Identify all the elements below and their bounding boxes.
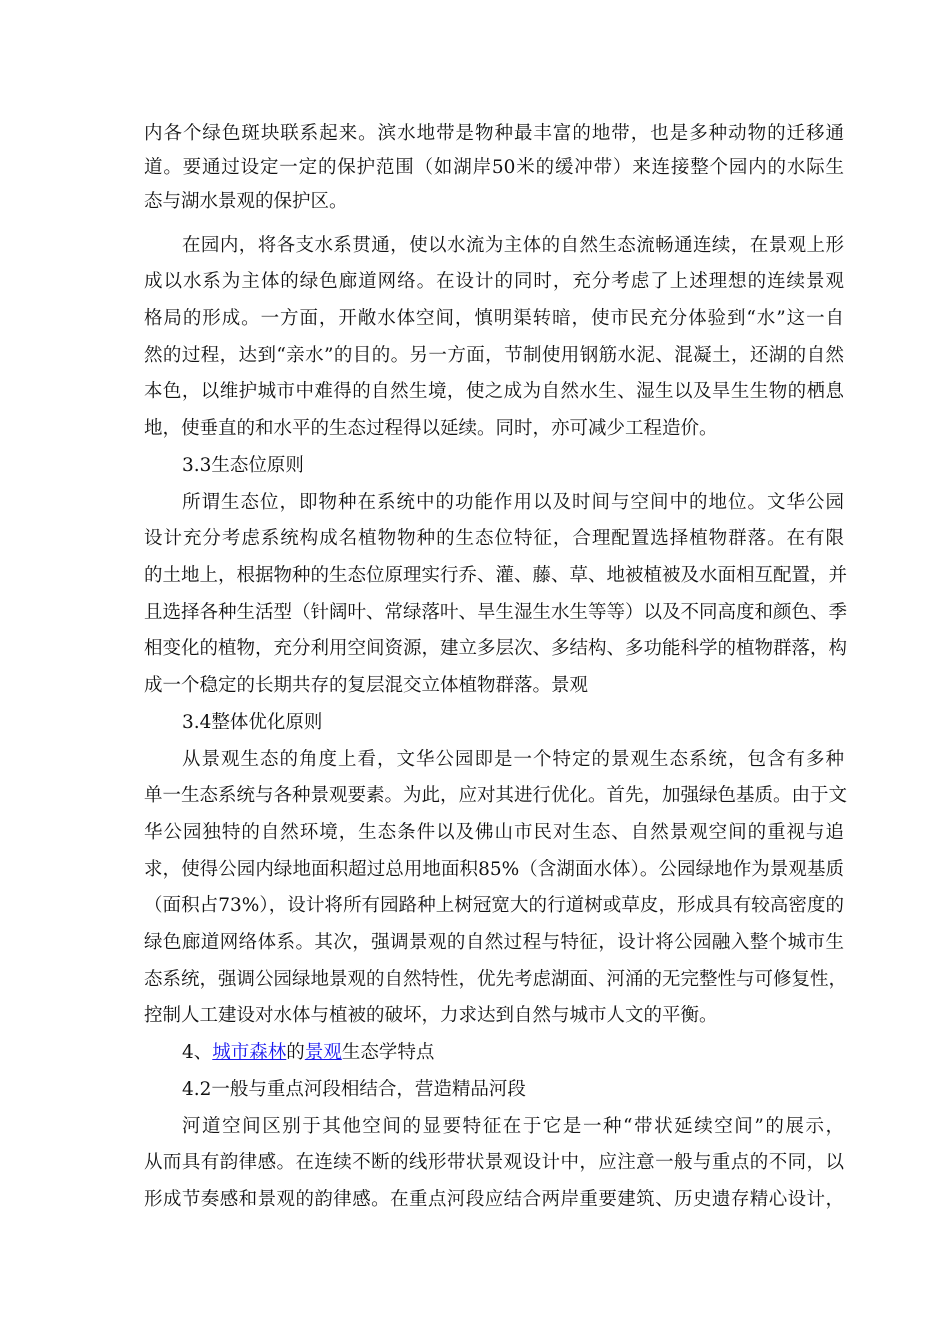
paragraph-line: 且选择各种生活型（针阔叶、常绿落叶、旱生湿生水生等等）以及不同高度和颜色、季 [144, 602, 848, 623]
paragraph-line: 格局的形成。一方面，开敞水体空间，慎明渠转暗，使市民充分体验到“水”这一自 [144, 308, 844, 329]
paragraph-line: 所谓生态位，即物种在系统中的功能作用以及时间与空间中的地位。文华公园 [182, 492, 844, 513]
heading-mid: 的 [286, 1042, 305, 1063]
link-landscape[interactable]: 景观 [304, 1042, 342, 1063]
paragraph-line: 单一生态系统与各种景观要素。为此，应对其进行优化。首先，加强绿色基质。由于文 [144, 785, 848, 806]
paragraph-line: 内各个绿色斑块联系起来。滨水地带是物种最丰富的地带，也是多种动物的迁移通 [144, 123, 844, 144]
section-heading-3-4: 3.4整体优化原则 [182, 712, 323, 733]
paragraph-line: 从而具有韵律感。在连续不断的线形带状景观设计中，应注意一般与重点的不同，以 [144, 1152, 844, 1173]
paragraph-line: 态与湖水景观的保护区。 [144, 191, 348, 212]
paragraph-line: 地，使垂直的和水平的生态过程得以延续。同时，亦可减少工程造价。 [144, 418, 718, 439]
section-heading-4-2: 4.2一般与重点河段相结合，营造精品河段 [182, 1079, 526, 1100]
paragraph-line: 从景观生态的角度上看，文华公园即是一个特定的景观生态系统，包含有多种 [182, 749, 844, 770]
paragraph-line: （面积占73%），设计将所有园路种上树冠宽大的行道树或草皮，形成具有较高密度的 [144, 895, 844, 916]
paragraph-line: 本色，以维护城市中难得的自然生境，使之成为自然水生、湿生以及旱生生物的栖息 [144, 381, 844, 402]
link-urban-forest[interactable]: 城市森林 [212, 1042, 287, 1063]
paragraph-line: 道。要通过设定一定的保护范围（如湖岸50米的缓冲带）来连接整个园内的水际生 [144, 157, 844, 178]
paragraph-line: 控制人工建设对水体与植被的破坏，力求达到自然与城市人文的平衡。 [144, 1005, 718, 1026]
heading-prefix: 4、 [182, 1042, 213, 1063]
paragraph-line: 成以水系为主体的绿色廊道网络。在设计的同时，充分考虑了上述理想的连续景观 [144, 271, 844, 292]
paragraph-line: 求，使得公园内绿地面积超过总用地面积85%（含湖面水体）。公园绿地作为景观基质 [144, 859, 844, 880]
paragraph-line: 华公园独特的自然环境，生态条件以及佛山市民对生态、自然景观空间的重视与追 [144, 822, 844, 843]
paragraph-line: 形成节奏感和景观的韵律感。在重点河段应结合两岸重要建筑、历史遗存精心设计， [144, 1189, 844, 1210]
paragraph-line: 在园内，将各支水系贯通，使以水流为主体的自然生态流畅通连续，在景观上形 [182, 235, 844, 256]
paragraph-line: 的土地上，根据物种的生态位原理实行乔、灌、藤、草、地被植被及水面相互配置，并 [144, 565, 848, 586]
section-heading-4 [182, 1036, 844, 1070]
paragraph-line: 设计充分考虑系统构成名植物物种的生态位特征，合理配置选择植物群落。在有限 [144, 528, 844, 549]
paragraph-line: 态系统，强调公园绿地景观的自然特性，优先考虑湖面、河涌的无完整性与可修复性， [144, 969, 848, 990]
paragraph-line: 成一个稳定的长期共存的复层混交立体植物群落。景观 [144, 675, 589, 696]
section-heading-3-3: 3.3生态位原则 [182, 455, 304, 476]
paragraph-line: 然的过程，达到“亲水”的目的。另一方面，节制使用钢筋水泥、混凝土，还湖的自然 [144, 345, 844, 366]
paragraph-line: 绿色廊道网络体系。其次，强调景观的自然过程与特征，设计将公园融入整个城市生 [144, 932, 844, 953]
paragraph-line: 河道空间区别于其他空间的显要特征在于它是一种“带状延续空间”的展示， [182, 1116, 844, 1137]
paragraph-line: 相变化的植物，充分利用空间资源，建立多层次、多结构、多功能科学的植物群落，构 [144, 638, 848, 659]
heading-suffix: 生态学特点 [341, 1042, 435, 1063]
